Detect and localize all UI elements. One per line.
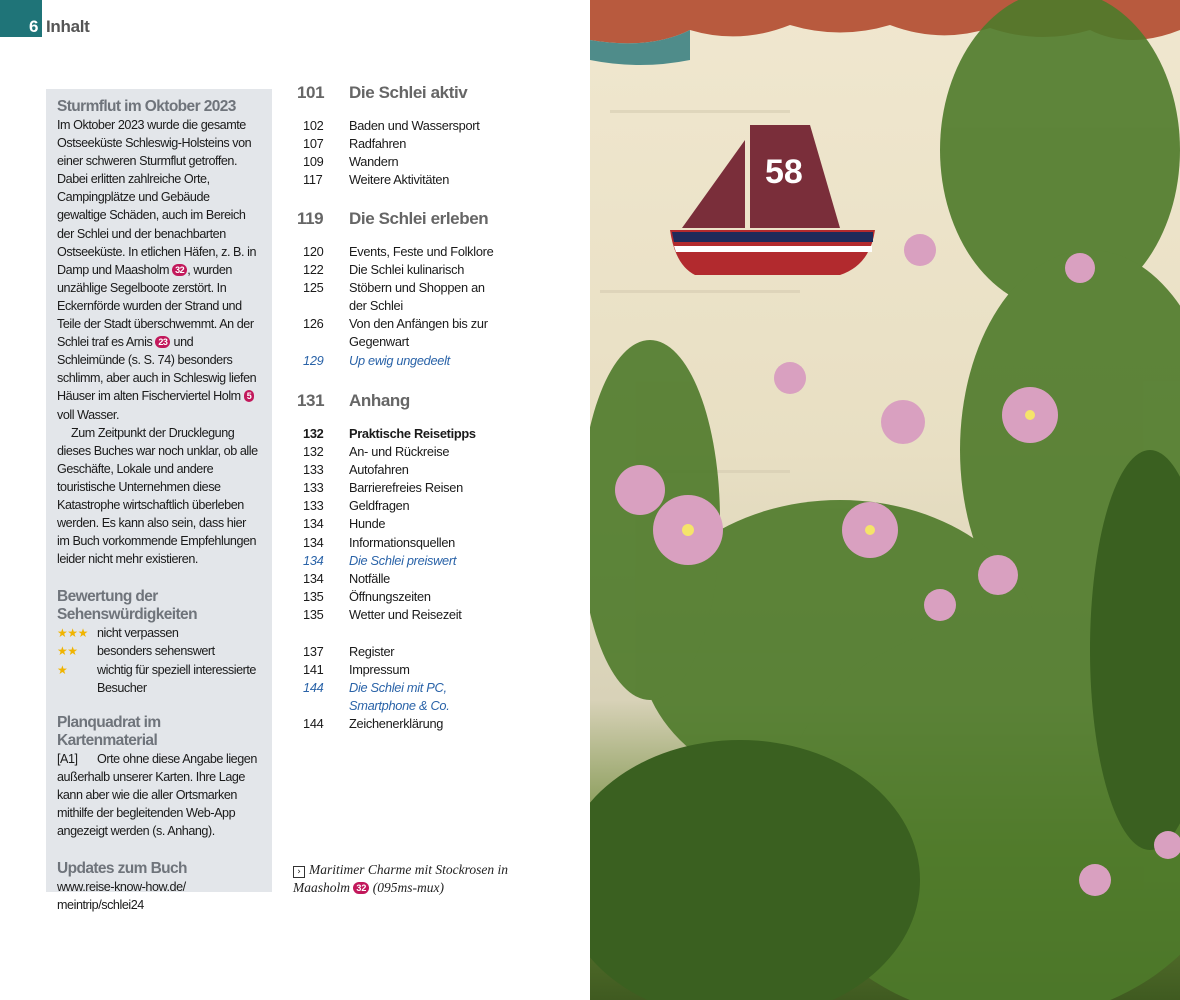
map-marker: 32 [353, 882, 369, 894]
page-number: 6 [29, 17, 39, 36]
map-marker: 23 [155, 336, 170, 348]
rating-item [57, 661, 261, 697]
toc-entry[interactable]: 134 Notfälle [303, 570, 390, 586]
toc-section-heading[interactable]: 119 Die Schlei erleben [297, 209, 489, 228]
page-title: Inhalt [46, 17, 90, 36]
rating-item [57, 624, 261, 642]
toc-entry[interactable]: 144 Die Schlei mit PC, Smartphone & Co. [303, 680, 450, 714]
toc-entry[interactable]: 144 Zeichenerklärung [303, 716, 444, 732]
updates-url[interactable]: www.reise-know-how.de/ meintrip/schlei24 [57, 880, 186, 913]
map-marker: 5 [244, 390, 255, 402]
arrow-right-icon: › [293, 866, 305, 878]
toc-entry[interactable]: 135 Wetter und Reisezeit [303, 606, 462, 622]
grid-text: [A1] Orte ohne diese Angabe liegen außerhalb unserer Karten. Ihre Lage kann aber wie die aller Ortsmarken mithilfe der begleitenden Web-App angezeigt werden (s. Anhang). [57, 751, 257, 839]
toc-entry[interactable]: 125 Stöbern und Shoppen an der Schlei [303, 280, 485, 314]
grid-title: Planquadrat im Kartenmaterial [57, 713, 161, 749]
toc-entry[interactable]: 134 Die Schlei preiswert [303, 552, 457, 568]
storm-paragraph-1: Im Oktober 2023 wurde die gesamte Ostseeküste Schleswig-Holsteins von einer schweren Sturmflut getroffen. Dabei erlitten zahlreiche Orte, Campingplätze und Gebäude gewaltige Schäden, auch im Bereich der Schlei und der benachbarten Ostseeküste. In etlichen Häfen, z. B. in Damp und Maasholm 32 , wurden unzählige Segelboote zerstört. In Eckernförde wurden der Strand und Teile der Stadt überschwemmt. An der Schlei traf es Arnis 23 und Schleimünde (s. S. 74) besonders schlimm, aber auch in Schleswig liefen Häuser im alten Fischerviertel Holm 5 voll Wasser. [57, 118, 257, 422]
toc-section [297, 391, 587, 624]
svg-text:58: 58 [765, 153, 803, 191]
toc-entry[interactable]: 120 Events, Feste und Folklore [303, 244, 494, 259]
toc-entry[interactable]: 132 Praktische Reisetipps [303, 426, 476, 441]
rating-label: wichtig für speziell interessierte Besucher [97, 662, 256, 695]
toc-entry[interactable]: 122 Die Schlei kulinarisch [303, 262, 465, 278]
toc-entry[interactable]: 133 Autofahren [303, 462, 409, 478]
star-icon: ★★ [57, 644, 78, 659]
toc-entry[interactable]: 135 Öffnungszeiten [303, 588, 431, 604]
storm-paragraph-2: Zum Zeitpunkt der Drucklegung dieses Buches war noch unklar, ob alle Geschäfte, Lokale und andere touristische Unternehmen diese Katastrophe wirtschaftlich überleben werden. Es kann also sein, dass hier im Buch vorkommende Empfehlungen leider nicht mehr existieren. [57, 425, 258, 567]
toc-entry[interactable]: 109 Wandern [303, 154, 399, 170]
toc-entry[interactable]: 141 Impressum [303, 662, 410, 678]
toc-section [297, 83, 587, 189]
toc-entry[interactable]: 117 Weitere Aktivitäten [303, 172, 450, 188]
boat-sign [670, 125, 875, 275]
toc-entry[interactable]: 107 Radfahren [303, 136, 407, 152]
toc-entry[interactable]: 137 Register [303, 644, 395, 659]
storm-title: Sturmflut im Oktober 2023 [57, 98, 236, 115]
map-marker: 32 [172, 264, 187, 276]
toc-entry[interactable]: 133 Geldfragen [303, 498, 410, 514]
toc-section-heading[interactable]: 101 Die Schlei aktiv [297, 83, 468, 102]
rating-label: nicht verpassen [97, 626, 179, 641]
photo-caption: › Maritimer Charme mit Stockrosen in Maasholm 32 (095ms-mux) [293, 862, 508, 895]
toc-section-heading[interactable]: 131 Anhang [297, 391, 410, 410]
star-icon: ★★★ [57, 626, 88, 641]
toc-entry[interactable]: 129 Up ewig ungedeelt [303, 352, 450, 368]
toc-entry[interactable]: 126 Von den Anfängen bis zur Gegenwart [303, 316, 488, 350]
toc-entry[interactable]: 134 Hunde [303, 516, 386, 532]
toc-entry[interactable]: 102 Baden und Wassersport [303, 118, 480, 133]
updates-title: Updates zum Buch [57, 860, 187, 878]
toc-entry[interactable]: 134 Informationsquellen [303, 534, 455, 550]
rating-legend [57, 624, 261, 696]
photo-hollyhocks [590, 0, 1180, 1000]
rating-label: besonders sehenswert [97, 644, 215, 659]
toc-entry[interactable]: 133 Barrierefreies Reisen [303, 480, 463, 496]
toc-section [297, 643, 587, 733]
toc-section [297, 209, 587, 370]
info-sidebar [46, 89, 272, 913]
toc-entry[interactable]: 132 An- und Rückreise [303, 444, 450, 460]
rating-title: Bewertung der Sehenswürdigkeiten [57, 588, 197, 624]
star-icon: ★ [57, 662, 68, 677]
rating-item [57, 642, 261, 660]
